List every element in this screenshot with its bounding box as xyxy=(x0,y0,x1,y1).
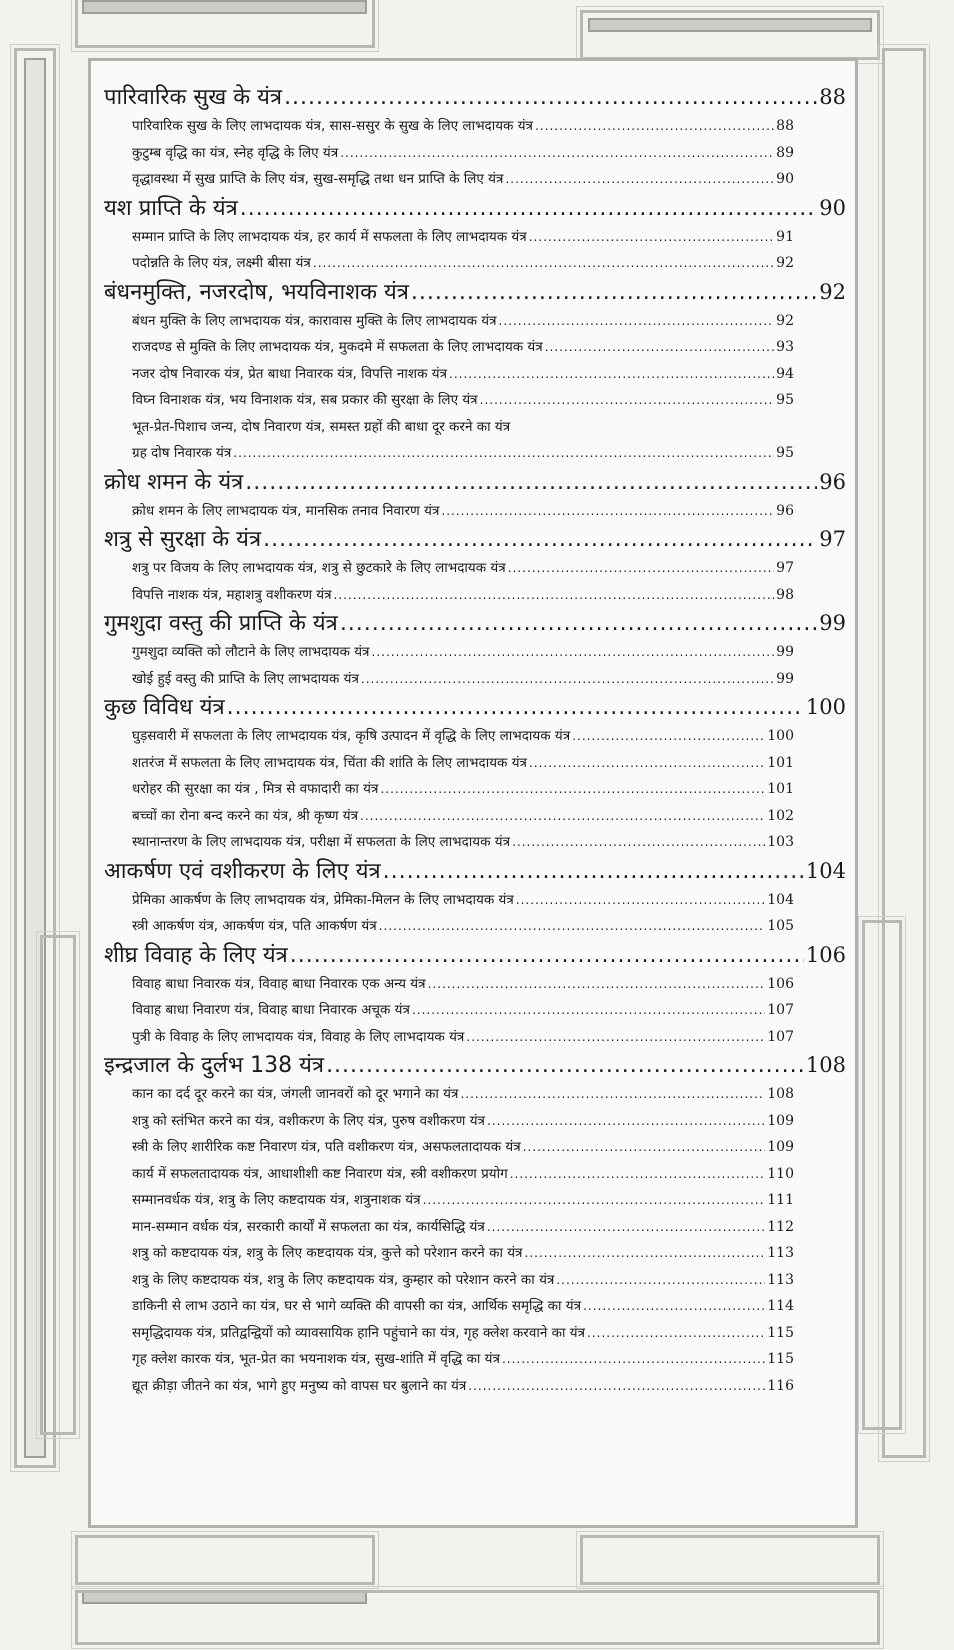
section-title: पारिवारिक सुख के यंत्र xyxy=(104,85,283,110)
toc-entry[interactable] xyxy=(104,1081,846,1108)
dot-leader xyxy=(499,308,775,335)
section-heading[interactable] xyxy=(104,467,846,498)
dot-leader xyxy=(233,440,774,467)
table-of-contents xyxy=(104,82,846,1399)
entry-page-number: 101 xyxy=(767,754,794,771)
dot-leader xyxy=(245,467,817,498)
entry-page-number: 93 xyxy=(776,339,794,355)
toc-section xyxy=(104,193,846,277)
entry-title: स्थानान्तरण के लिए लाभदायक यंत्र, परीक्षा में सफलता के लिए लाभदायक यंत्र xyxy=(132,834,511,850)
entry-title: शत्रु को कष्टदायक यंत्र, शत्रु के लिए कष्टदायक यंत्र, कुत्ते को परेशान करने का यंत्र xyxy=(132,1245,523,1261)
border-bottom-long-frame xyxy=(75,1590,880,1645)
entry-title: स्त्री के लिए शारीरिक कष्ट निवारण यंत्र, पति वशीकरण यंत्र, असफलतादायक यंत्र xyxy=(132,1139,521,1155)
entry-page-number: 96 xyxy=(776,502,794,519)
dot-leader xyxy=(572,723,765,750)
entry-title: भूत-प्रेत-पिशाच जन्य, दोष निवारण यंत्र, समस्त ग्रहों की बाधा दूर करने का यंत्र xyxy=(132,418,511,435)
entry-page-number: 106 xyxy=(767,975,794,992)
entry-title: ग्रह दोष निवारक यंत्र xyxy=(132,445,232,461)
dot-leader xyxy=(523,1134,766,1161)
toc-entry[interactable] xyxy=(104,1267,846,1294)
section-title: गुमशुदा वस्तु की प्राप्ति के यंत्र xyxy=(104,611,338,636)
border-left-block xyxy=(40,935,76,1435)
section-title: शीघ्र विवाह के लिए यंत्र xyxy=(104,942,288,968)
section-heading[interactable] xyxy=(104,856,846,887)
toc-section xyxy=(104,692,846,856)
toc-section xyxy=(104,1050,846,1399)
entry-title: सम्मानवर्धक यंत्र, शत्रु के लिए कष्टदायक यंत्र, शत्रुनाशक यंत्र xyxy=(132,1192,421,1208)
dot-leader xyxy=(412,997,765,1024)
toc-entry[interactable] xyxy=(104,555,846,582)
dot-leader xyxy=(460,1081,765,1108)
toc-entry[interactable] xyxy=(104,1240,846,1267)
toc-entry[interactable] xyxy=(104,829,846,856)
section-page-number: 106 xyxy=(805,942,846,967)
entry-title: वृद्धावस्था में सुख प्राप्ति के लिए यंत्र, सुख-समृद्धि तथा धन प्राप्ति के लिए यंत्र xyxy=(132,171,504,187)
dot-leader xyxy=(263,524,817,555)
entry-page-number: 101 xyxy=(767,781,794,797)
toc-section xyxy=(104,856,846,940)
entry-title: डाकिनी से लाभ उठाने का यंत्र, घर से भागे व्यक्ति की वापसी का यंत्र, आर्थिक समृद्धि का यंत्र xyxy=(132,1298,582,1314)
toc-entry[interactable] xyxy=(104,1373,846,1400)
toc-section xyxy=(104,524,846,608)
entry-page-number: 108 xyxy=(767,1086,794,1102)
toc-entry[interactable] xyxy=(104,1024,846,1051)
dot-leader xyxy=(516,887,765,914)
entry-title: विवाह बाधा निवारण यंत्र, विवाह बाधा निवारक अचूक यंत्र xyxy=(132,1002,410,1018)
entry-title: सम्मान प्राप्ति के लिए लाभदायक यंत्र, हर कार्य में सफलता के लिए लाभदायक यंत्र xyxy=(132,228,527,245)
toc-entry[interactable] xyxy=(104,1320,846,1347)
toc-entry[interactable] xyxy=(104,1134,846,1161)
section-title: शत्रु से सुरक्षा के यंत्र xyxy=(104,527,262,552)
entry-title: गृह क्लेश कारक यंत्र, भूत-प्रेत का भयनाशक यंत्र, सुख-शांति में वृद्धि का यंत्र xyxy=(132,1351,500,1367)
entry-title: क्रोध शमन के लिए लाभदायक यंत्र, मानसिक तनाव निवारण यंत्र xyxy=(132,502,440,519)
entry-page-number: 88 xyxy=(776,118,794,134)
toc-entry[interactable] xyxy=(104,582,846,609)
toc-entry[interactable] xyxy=(104,308,846,335)
toc-entry[interactable] xyxy=(104,1108,846,1135)
border-right-block xyxy=(862,920,902,1430)
toc-entry[interactable] xyxy=(104,723,846,750)
section-title: कुछ विविध यंत्र xyxy=(104,695,225,720)
entry-page-number: 103 xyxy=(767,834,794,850)
entry-page-number: 107 xyxy=(767,1028,794,1045)
entry-title: नजर दोष निवारक यंत्र, प्रेत बाधा निवारक यंत्र, विपत्ति नाशक यंत्र xyxy=(132,365,448,382)
entry-page-number: 112 xyxy=(767,1218,794,1235)
entry-page-number: 102 xyxy=(767,807,794,824)
entry-title: मान-सम्मान वर्धक यंत्र, सरकारी कार्यों में सफलता का यंत्र, कार्यसिद्धि यंत्र xyxy=(132,1218,485,1235)
dot-leader xyxy=(441,498,774,525)
toc-section xyxy=(104,82,846,193)
entry-page-number: 114 xyxy=(767,1298,794,1314)
toc-section xyxy=(104,467,846,525)
toc-entry[interactable] xyxy=(104,1187,846,1214)
entry-page-number: 109 xyxy=(767,1112,794,1129)
entry-page-number: 98 xyxy=(776,586,794,603)
dot-leader xyxy=(587,1320,765,1347)
dot-leader xyxy=(284,82,817,113)
border-bottom-left-frame xyxy=(75,1535,375,1585)
dot-leader xyxy=(508,555,774,582)
section-heading[interactable] xyxy=(104,692,846,723)
dot-leader xyxy=(529,750,765,777)
section-page-number: 88 xyxy=(819,85,846,109)
section-page-number: 92 xyxy=(819,279,846,304)
dot-leader xyxy=(466,1024,765,1051)
entry-page-number: 92 xyxy=(776,312,794,329)
section-heading[interactable] xyxy=(104,940,846,971)
dot-leader xyxy=(480,387,775,414)
dot-leader xyxy=(372,639,775,666)
toc-section xyxy=(104,277,846,467)
entry-title: बंधन मुक्ति के लिए लाभदायक यंत्र, कारावास मुक्ति के लिए लाभदायक यंत्र xyxy=(132,312,497,329)
dot-leader xyxy=(487,1108,765,1135)
entry-title: विघ्न विनाशक यंत्र, भय विनाशक यंत्र, सब प्रकार की सुरक्षा के लिए यंत्र xyxy=(132,392,478,408)
dot-leader xyxy=(468,1373,765,1400)
toc-entry[interactable] xyxy=(104,440,846,467)
entry-title: प्रेमिका आकर्षण के लिए लाभदायक यंत्र, प्रेमिका-मिलन के लिए लाभदायक यंत्र xyxy=(132,891,514,908)
dot-leader xyxy=(340,608,817,639)
entry-title: समृद्धिदायक यंत्र, प्रतिद्वन्द्वियों को व्यावसायिक हानि पहुंचाने का यंत्र, गृह क्लेश करवाने का यंत्र xyxy=(132,1324,586,1341)
entry-title: पुत्री के विवाह के लिए लाभदायक यंत्र, विवाह के लिए लाभदायक यंत्र xyxy=(132,1028,465,1045)
entry-page-number: 109 xyxy=(767,1139,794,1155)
section-title: यश प्राप्ति के यंत्र xyxy=(104,195,238,221)
section-heading[interactable] xyxy=(104,524,846,555)
section-title: क्रोध शमन के यंत्र xyxy=(104,469,244,495)
entry-page-number: 97 xyxy=(776,560,794,576)
dot-leader xyxy=(380,776,765,803)
dot-leader xyxy=(529,224,774,251)
section-page-number: 99 xyxy=(819,611,846,635)
dot-leader xyxy=(449,361,774,388)
toc-entry[interactable] xyxy=(104,971,846,998)
section-page-number: 100 xyxy=(805,695,846,719)
section-heading[interactable] xyxy=(104,193,846,224)
toc-entry[interactable] xyxy=(104,1214,846,1241)
dot-leader xyxy=(227,692,804,723)
dot-leader xyxy=(361,666,774,693)
entry-page-number: 104 xyxy=(767,891,794,908)
entry-page-number: 99 xyxy=(776,670,794,687)
dot-leader xyxy=(545,334,774,361)
dot-leader xyxy=(379,913,766,940)
dot-leader xyxy=(505,166,774,193)
toc-entry[interactable] xyxy=(104,414,846,441)
dot-leader xyxy=(240,193,818,224)
entry-page-number: 107 xyxy=(767,1002,794,1018)
entry-page-number: 95 xyxy=(776,392,794,408)
entry-title: विपत्ति नाशक यंत्र, महाशत्रु वशीकरण यंत्र xyxy=(132,586,332,603)
entry-page-number: 115 xyxy=(767,1351,794,1367)
toc-entry[interactable] xyxy=(104,250,846,277)
dot-leader xyxy=(313,250,774,277)
dot-leader xyxy=(535,113,774,140)
dot-leader xyxy=(340,140,774,167)
toc-entry[interactable] xyxy=(104,887,846,914)
dot-leader xyxy=(360,803,765,830)
dot-leader xyxy=(428,971,766,998)
toc-entry[interactable] xyxy=(104,1293,846,1320)
entry-title: शत्रु को स्तंभित करने का यंत्र, वशीकरण के लिए यंत्र, पुरुष वशीकरण यंत्र xyxy=(132,1112,485,1129)
toc-entry[interactable] xyxy=(104,113,846,140)
entry-page-number: 89 xyxy=(776,144,794,161)
entry-page-number: 94 xyxy=(776,365,794,382)
dot-leader xyxy=(502,1346,765,1373)
toc-entry[interactable] xyxy=(104,498,846,525)
entry-title: धरोहर की सुरक्षा का यंत्र , मित्र से वफादारी का यंत्र xyxy=(132,781,379,797)
entry-title: राजदण्ड से मुक्ति के लिए लाभदायक यंत्र, मुकदमे में सफलता के लिए लाभदायक यंत्र xyxy=(132,339,543,355)
dot-leader xyxy=(411,277,817,308)
dot-leader xyxy=(510,1161,766,1188)
entry-title: द्यूत क्रीड़ा जीतने का यंत्र, भागे हुए मनुष्य को वापस घर बुलाने का यंत्र xyxy=(132,1377,467,1394)
section-page-number: 90 xyxy=(819,195,846,220)
toc-entry[interactable] xyxy=(104,1346,846,1373)
toc-entry[interactable] xyxy=(104,387,846,414)
entry-title: कान का दर्द दूर करने का यंत्र, जंगली जानवरों को दूर भगाने का यंत्र xyxy=(132,1086,459,1102)
entry-title: शत्रु के लिए कष्टदायक यंत्र, शत्रु के लिए कष्टदायक यंत्र, कुम्हार को परेशान करने का यंत्र xyxy=(132,1271,555,1288)
dot-leader xyxy=(556,1267,765,1294)
section-heading[interactable] xyxy=(104,608,846,639)
entry-page-number: 105 xyxy=(767,918,794,934)
entry-title: स्त्री आकर्षण यंत्र, आकर्षण यंत्र, पति आकर्षण यंत्र xyxy=(132,918,377,934)
entry-page-number: 95 xyxy=(776,445,794,461)
dot-leader xyxy=(525,1240,766,1267)
entry-title: कुटुम्ब वृद्धि का यंत्र, स्नेह वृद्धि के लिए यंत्र xyxy=(132,144,339,161)
toc-entry[interactable] xyxy=(104,166,846,193)
entry-title: शतरंज में सफलता के लिए लाभदायक यंत्र, चिंता की शांति के लिए लाभदायक यंत्र xyxy=(132,754,527,771)
border-top-left-frame xyxy=(75,0,375,48)
toc-entry[interactable] xyxy=(104,913,846,940)
toc-entry[interactable] xyxy=(104,224,846,251)
dot-leader xyxy=(334,582,775,609)
entry-title: पदोन्नति के लिए यंत्र, लक्ष्मी बीसा यंत्र xyxy=(132,255,311,271)
toc-entry[interactable] xyxy=(104,334,846,361)
entry-page-number: 110 xyxy=(767,1165,794,1182)
dot-leader xyxy=(583,1293,765,1320)
entry-title: विवाह बाधा निवारक यंत्र, विवाह बाधा निवारक एक अन्य यंत्र xyxy=(132,975,426,992)
section-page-number: 108 xyxy=(805,1053,846,1077)
entry-page-number: 91 xyxy=(776,228,794,245)
toc-entry[interactable] xyxy=(104,997,846,1024)
toc-section xyxy=(104,940,846,1051)
entry-title: घुड़सवारी में सफलता के लिए लाभदायक यंत्र, कृषि उत्पादन में वृद्धि के लिए लाभदायक यंत्र xyxy=(132,728,571,744)
entry-title: खोई हुई वस्तु की प्राप्ति के लिए लाभदायक यंत्र xyxy=(132,670,359,687)
toc-entry[interactable] xyxy=(104,140,846,167)
section-title: बंधनमुक्ति, नजरदोष, भयविनाशक यंत्र xyxy=(104,279,409,305)
toc-entry[interactable] xyxy=(104,639,846,666)
section-page-number: 97 xyxy=(819,527,846,551)
toc-entry[interactable] xyxy=(104,1161,846,1188)
dot-leader xyxy=(423,1187,766,1214)
dot-leader xyxy=(512,829,765,856)
section-title: आकर्षण एवं वशीकरण के लिए यंत्र xyxy=(104,858,381,884)
toc-entry[interactable] xyxy=(104,361,846,388)
entry-title: गुमशुदा व्यक्ति को लौटाने के लिए लाभदायक यंत्र xyxy=(132,644,370,660)
section-heading[interactable] xyxy=(104,277,846,308)
dot-leader xyxy=(326,1050,804,1081)
section-heading[interactable] xyxy=(104,1050,846,1081)
entry-page-number: 113 xyxy=(767,1271,794,1288)
toc-section xyxy=(104,608,846,692)
dot-leader xyxy=(487,1214,765,1241)
entry-page-number: 116 xyxy=(767,1377,794,1394)
toc-entry[interactable] xyxy=(104,803,846,830)
border-bottom-right-frame xyxy=(580,1535,880,1585)
entry-page-number: 92 xyxy=(776,255,794,271)
section-page-number: 104 xyxy=(805,858,846,883)
border-top-right-bar xyxy=(588,18,872,32)
entry-title: कार्य में सफलतादायक यंत्र, आधाशीशी कष्ट निवारण यंत्र, स्त्री वशीकरण प्रयोग xyxy=(132,1165,508,1182)
entry-page-number: 90 xyxy=(776,171,794,187)
entry-title: बच्चों का रोना बन्द करने का यंत्र, श्री कृष्ण यंत्र xyxy=(132,807,359,824)
entry-page-number: 111 xyxy=(767,1192,794,1208)
entry-page-number: 113 xyxy=(767,1245,794,1261)
toc-entry[interactable] xyxy=(104,666,846,693)
entry-title: पारिवारिक सुख के लिए लाभदायक यंत्र, सास-ससुर के सुख के लिए लाभदायक यंत्र xyxy=(132,118,533,134)
entry-page-number: 100 xyxy=(767,728,794,744)
entry-title: शत्रु पर विजय के लिए लाभदायक यंत्र, शत्रु से छुटकारे के लिए लाभदायक यंत्र xyxy=(132,560,506,576)
toc-entry[interactable] xyxy=(104,750,846,777)
section-heading[interactable] xyxy=(104,82,846,113)
dot-leader xyxy=(290,940,804,971)
toc-entry[interactable] xyxy=(104,776,846,803)
entry-page-number: 115 xyxy=(767,1324,794,1341)
section-title: इन्द्रजाल के दुर्लभ 138 यंत्र xyxy=(104,1053,325,1078)
entry-page-number: 99 xyxy=(776,644,794,660)
dot-leader xyxy=(383,856,804,887)
section-page-number: 96 xyxy=(819,469,846,494)
